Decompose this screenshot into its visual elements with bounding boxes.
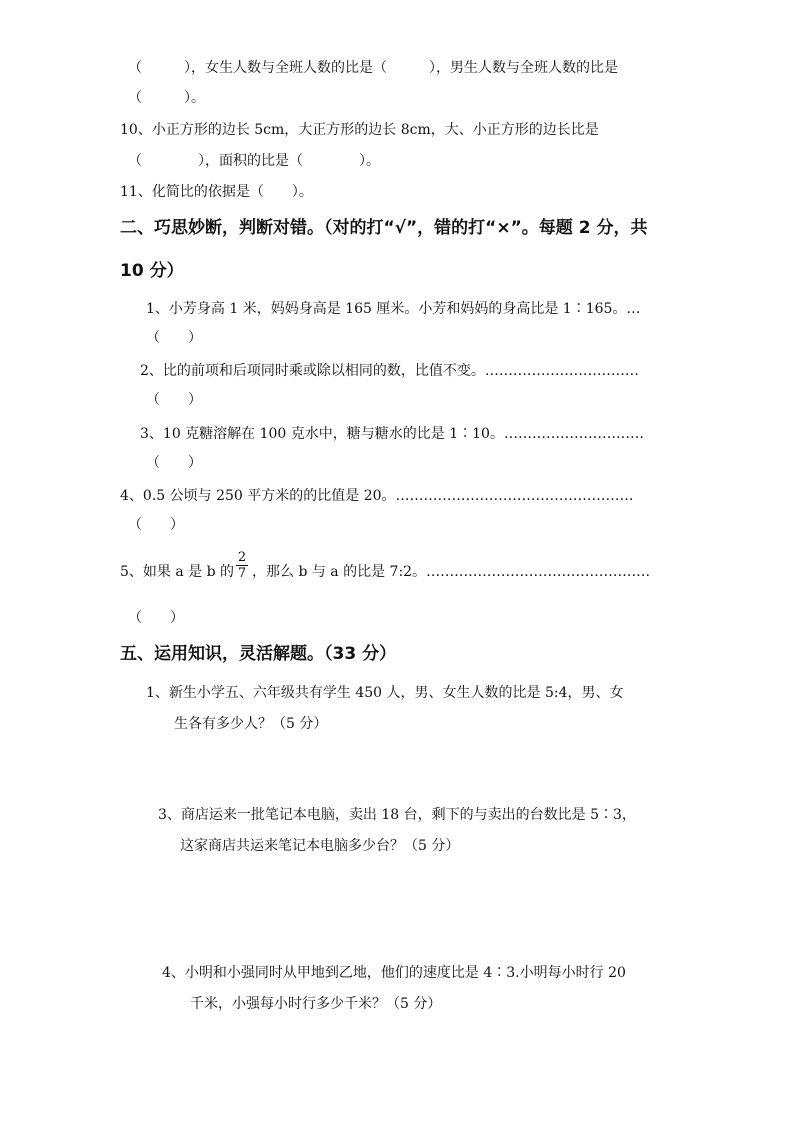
judge-answer-blank[interactable]: （ ） (128, 610, 184, 626)
q10-line-1: 10、小正方形的边长 5cm，大正方形的边长 8cm，大、小正方形的边长比是 (120, 122, 599, 138)
judge-answer-blank[interactable]: （ ） (146, 455, 202, 471)
judge-item-text: 1、小芳身高 1 米，妈妈身高是 165 厘米。小芳和妈妈的身高比是 1∶165。… (146, 301, 641, 317)
fraction-numerator: 2 (237, 550, 247, 565)
problem-line-2: 千米，小强每小时行多少千米？（5 分） (190, 996, 442, 1012)
judge-answer-blank[interactable]: （ ） (146, 330, 202, 346)
q11: 11、化简比的依据是（ ）。 (120, 184, 313, 200)
problem-line-1: 3、商店运来一批笔记本电脑，卖出 18 台，剩下的与卖出的台数比是 5∶3， (158, 807, 636, 823)
q9-line-1: （ ），女生人数与全班人数的比是（ ），男生人数与全班人数的比是 (128, 60, 618, 76)
judge-answer-blank[interactable]: （ ） (128, 517, 184, 533)
judge-item-suffix: ，那么 b 与 a 的比是 7:2。………………………………………… (252, 564, 651, 580)
judge-item-text: 2、比的前项和后项同时乘或除以相同的数，比值不变。…………………………… (140, 363, 639, 379)
problem-line-1: 4、小明和小强同时从甲地到乙地，他们的速度比是 4∶3.小明每小时行 20 (162, 965, 626, 981)
problem-line-2: 生各有多少人？（5 分） (174, 716, 328, 732)
judge-item-prefix: 5、如果 a 是 b 的 (120, 564, 235, 580)
q9-line-2: （ ）。 (128, 90, 205, 106)
problem-line-2: 这家商店共运来笔记本电脑多少台？（5 分） (180, 838, 460, 854)
judge-item-text: 3、10 克糖溶解在 100 克水中，糖与糖水的比是 1∶10。………………………… (140, 426, 644, 442)
q10-line-2: （ ），面积的比是（ ）。 (128, 153, 380, 169)
fraction (236, 550, 248, 581)
problem-line-1: 1、新生小学五、六年级共有学生 450 人，男、女生人数的比是 5:4，男、女 (146, 685, 624, 701)
judge-item-text: 4、0.5 公顷与 250 平方米的的比值是 20。…………………………………………… (120, 488, 634, 504)
judge-heading-line-2: 10 分） (120, 261, 184, 281)
judge-answer-blank[interactable]: （ ） (146, 392, 202, 408)
solve-heading: 五、运用知识，灵活解题。（33 分） (120, 644, 397, 664)
fraction-denominator: 7 (237, 566, 247, 581)
judge-heading-line-1: 二、巧思妙断，判断对错。（对的打“√”，错的打“×”。每题 2 分，共 (120, 218, 648, 238)
